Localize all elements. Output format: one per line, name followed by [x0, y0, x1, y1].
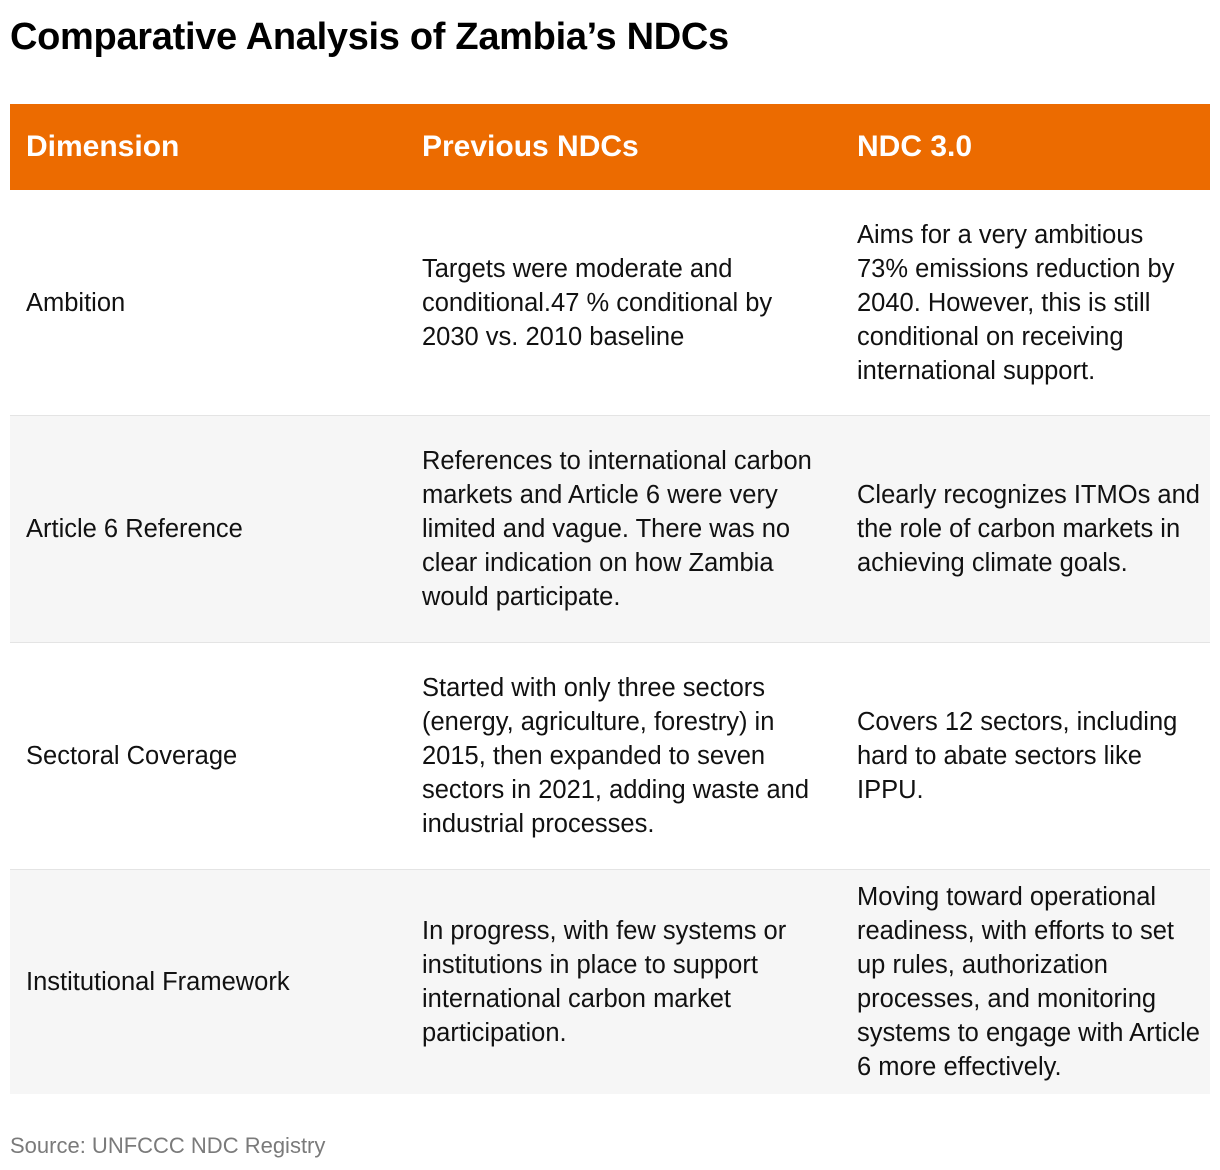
- ndc-3-cell: Clearly recognizes ITMOs and the role of carbon markets in achieving climate goals.: [857, 481, 1200, 577]
- previous-ndcs-cell: In progress, with few systems or institutions in place to support international carbon market participation.: [422, 917, 787, 1047]
- table-header-row: [10, 104, 1210, 190]
- source-note: Source: UNFCCC NDC Registry: [10, 1133, 326, 1158]
- ndc-3-cell: Covers 12 sectors, including hard to abate sectors like IPPU.: [857, 708, 1178, 804]
- dimension-cell: Institutional Framework: [26, 968, 290, 996]
- table-row: [10, 643, 1210, 870]
- ndc-3-cell: Aims for a very ambitious 73% emissions reduction by 2040. However, this is still conditional on receiving international support.: [857, 220, 1175, 385]
- dimension-cell: Article 6 Reference: [26, 515, 243, 543]
- table-row: [10, 870, 1210, 1094]
- column-header-dimension: Dimension: [26, 130, 180, 163]
- column-header-ndc-3: NDC 3.0: [857, 130, 973, 163]
- previous-ndcs-cell: References to international carbon markets and Article 6 were very limited and vague. There was no clear indication on how Zambia would participate.: [422, 447, 812, 611]
- table-row: [10, 416, 1210, 643]
- table-row: [10, 190, 1210, 416]
- page-title: Comparative Analysis of Zambia’s NDCs: [10, 16, 729, 58]
- comparison-table: [10, 104, 1210, 1094]
- previous-ndcs-cell: Started with only three sectors (energy, agriculture, forestry) in 2015, then expanded to seven sectors in 2021, adding waste and industrial processes.: [422, 674, 810, 838]
- column-header-previous-ndcs: Previous NDCs: [422, 130, 639, 163]
- dimension-cell: Sectoral Coverage: [26, 742, 238, 770]
- ndc-3-cell: Moving toward operational readiness, with efforts to set up rules, authorization processes, and monitoring systems to engage with Article 6 more effectively.: [857, 883, 1200, 1081]
- dimension-cell: Ambition: [26, 288, 126, 317]
- previous-ndcs-cell: Targets were moderate and conditional.47 % conditional by 2030 vs. 2010 baseline: [422, 254, 773, 351]
